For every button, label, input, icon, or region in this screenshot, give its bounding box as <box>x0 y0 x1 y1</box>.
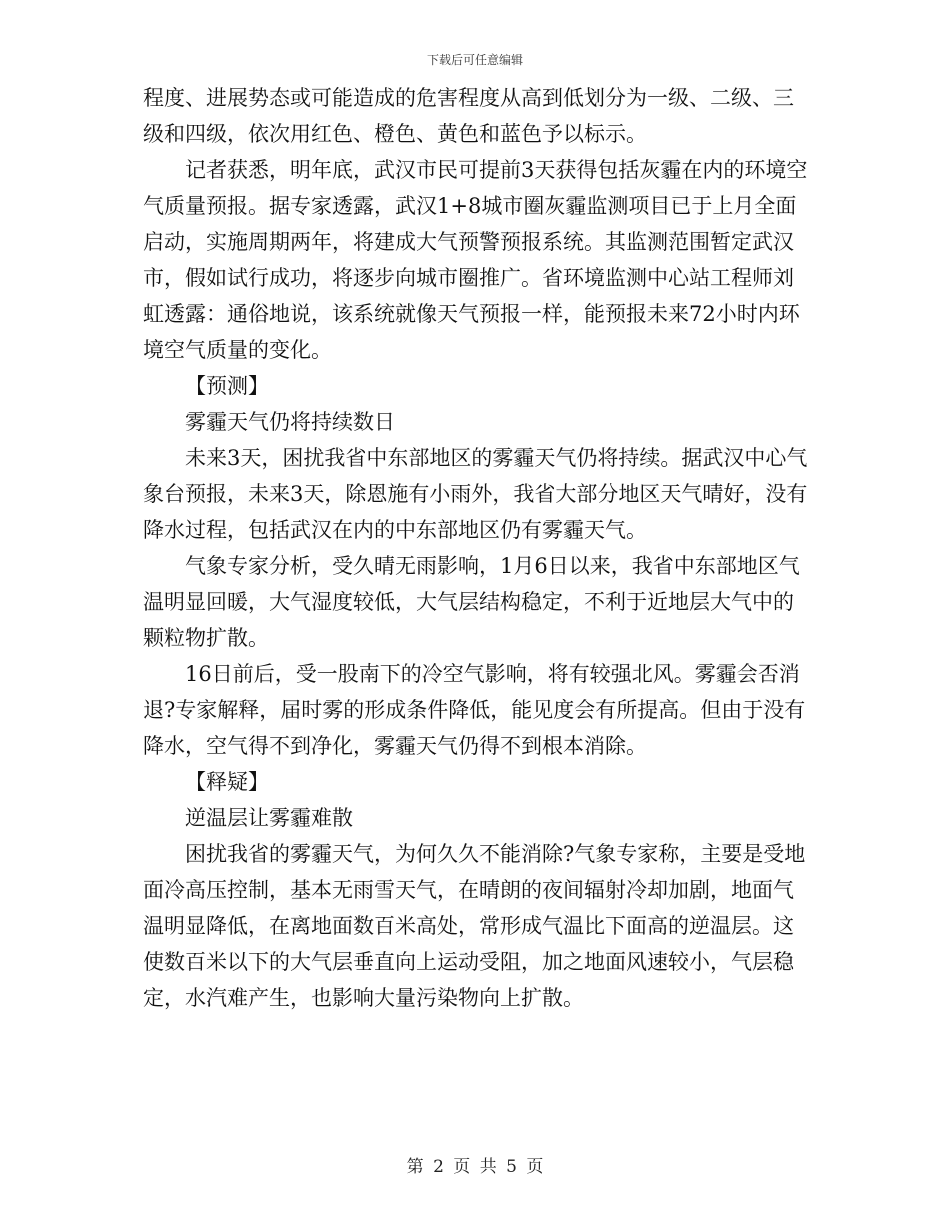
page-number-footer: 第 2 页 共 5 页 <box>406 1157 544 1177</box>
paragraph-expert-analysis: 气象专家分析，受久晴无雨影响，1月6日以来，我省中东部地区气温明显回暖，大气湿度较低，大气层结构稳定，不利于近地层大气中的颗粒物扩散。 <box>143 554 800 650</box>
section-label-explanation: 【释疑】 <box>185 770 269 794</box>
paragraph-inversion-explanation: 困扰我省的雾霾天气，为何久久不能消除?气象专家称，主要是受地面冷高压控制，基本无雨雪天气，在晴朗的夜间辐射冷却加剧，地面气温明显降低，在离地面数百米高处，常形成气温比下面高的逆温层。这使数百米以下的大气层垂直向上运动受阻，加之地面风速较小，气层稳定，水汽难产生，也影响大量污染物向上扩散。 <box>143 842 806 1010</box>
paragraph-forecast-system: 记者获悉，明年底，武汉市民可提前3天获得包括灰霾在内的环境空气质量预报。据专家透露，武汉1+8城市圈灰霾监测项目已于上月全面启动，实施周期两年，将建成大气预警预报系统。其监测范围暂定武汉市，假如试行成功，将逐步向城市圈推广。省环境监测中心站工程师刘虹透露：通俗地说，该系统就像天气预报一样，能预报未来72小时内环境空气质量的变化。 <box>143 158 808 362</box>
paragraph-cold-air: 16日前后，受一股南下的冷空气影响，将有较强北风。雾霾会否消退?专家解释，届时雾的形成条件降低，能见度会有所提高。但由于没有降水，空气得不到净化，雾霾天气仍得不到根本消除。 <box>143 662 806 758</box>
paragraph-next-three-days: 未来3天，困扰我省中东部地区的雾霾天气仍将持续。据武汉中心气象台预报，未来3天，除恩施有小雨外，我省大部分地区天气晴好，没有降水过程，包括武汉在内的中东部地区仍有雾霾天气。 <box>143 446 808 542</box>
document-body <box>143 80 809 1016</box>
section-label-forecast: 【预测】 <box>185 374 269 398</box>
section-heading-haze-continues: 雾霾天气仍将持续数日 <box>185 410 395 434</box>
section-heading-inversion-layer: 逆温层让雾霾难散 <box>185 806 353 830</box>
page-header: 下载后可任意编辑 <box>426 53 523 67</box>
paragraph-continued: 程度、进展势态或可能造成的危害程度从高到低划分为一级、二级、三级和四级，依次用红色、橙色、黄色和蓝色予以标示。 <box>143 86 794 146</box>
